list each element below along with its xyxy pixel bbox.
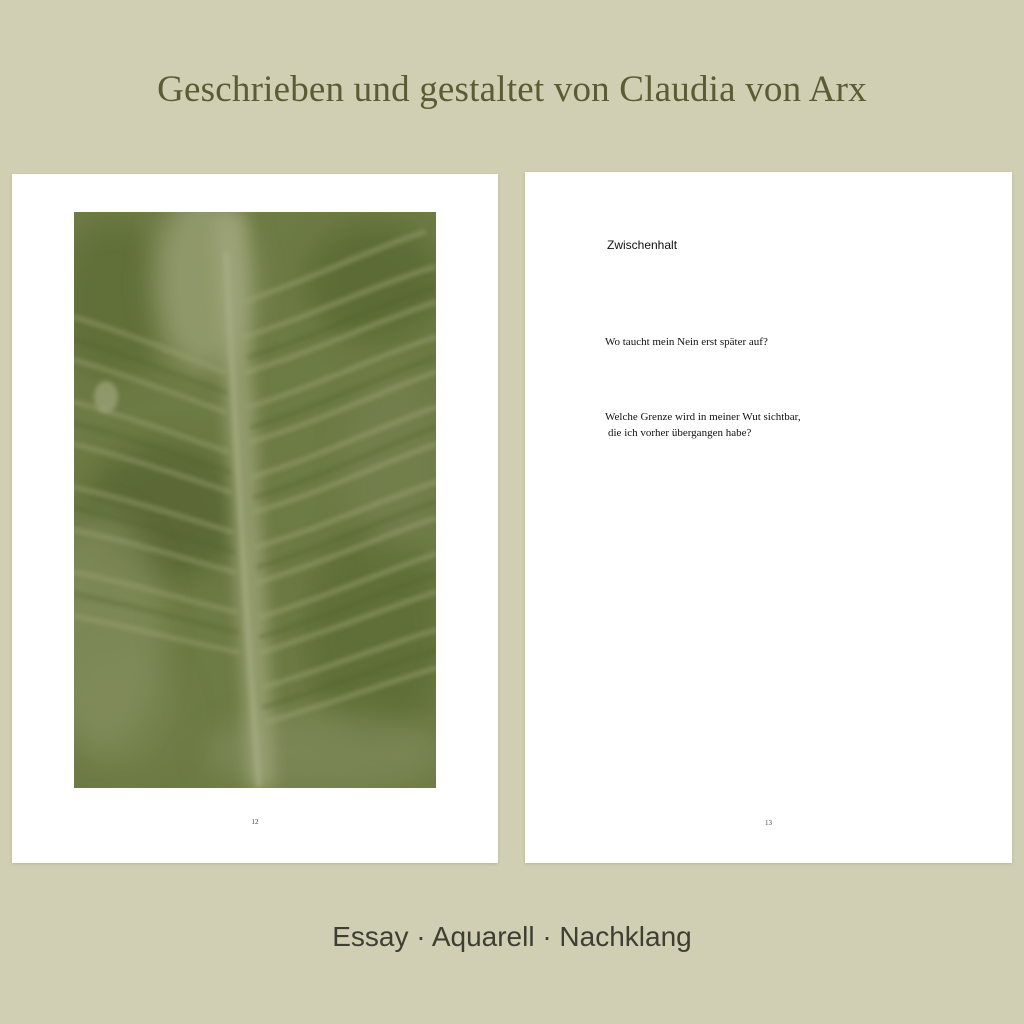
book-page-left xyxy=(12,174,498,863)
headline: Geschrieben und gestaltet von Claudia von Arx xyxy=(157,69,867,110)
tagline: Essay · Aquarell · Nachklang xyxy=(332,921,692,952)
question-2-line-1: Welche Grenze wird in meiner Wut sichtbar, xyxy=(605,411,801,423)
book-page-right xyxy=(525,172,1012,863)
question-2-line-2: die ich vorher übergangen habe? xyxy=(608,427,752,439)
page-number: 12 xyxy=(251,818,259,826)
question-1: Wo taucht mein Nein erst später auf? xyxy=(605,336,768,348)
question-2 xyxy=(605,409,801,441)
watercolor-fern-illustration xyxy=(74,212,436,788)
section-title: Zwischenhalt xyxy=(607,238,678,252)
page-number: 13 xyxy=(765,819,772,827)
